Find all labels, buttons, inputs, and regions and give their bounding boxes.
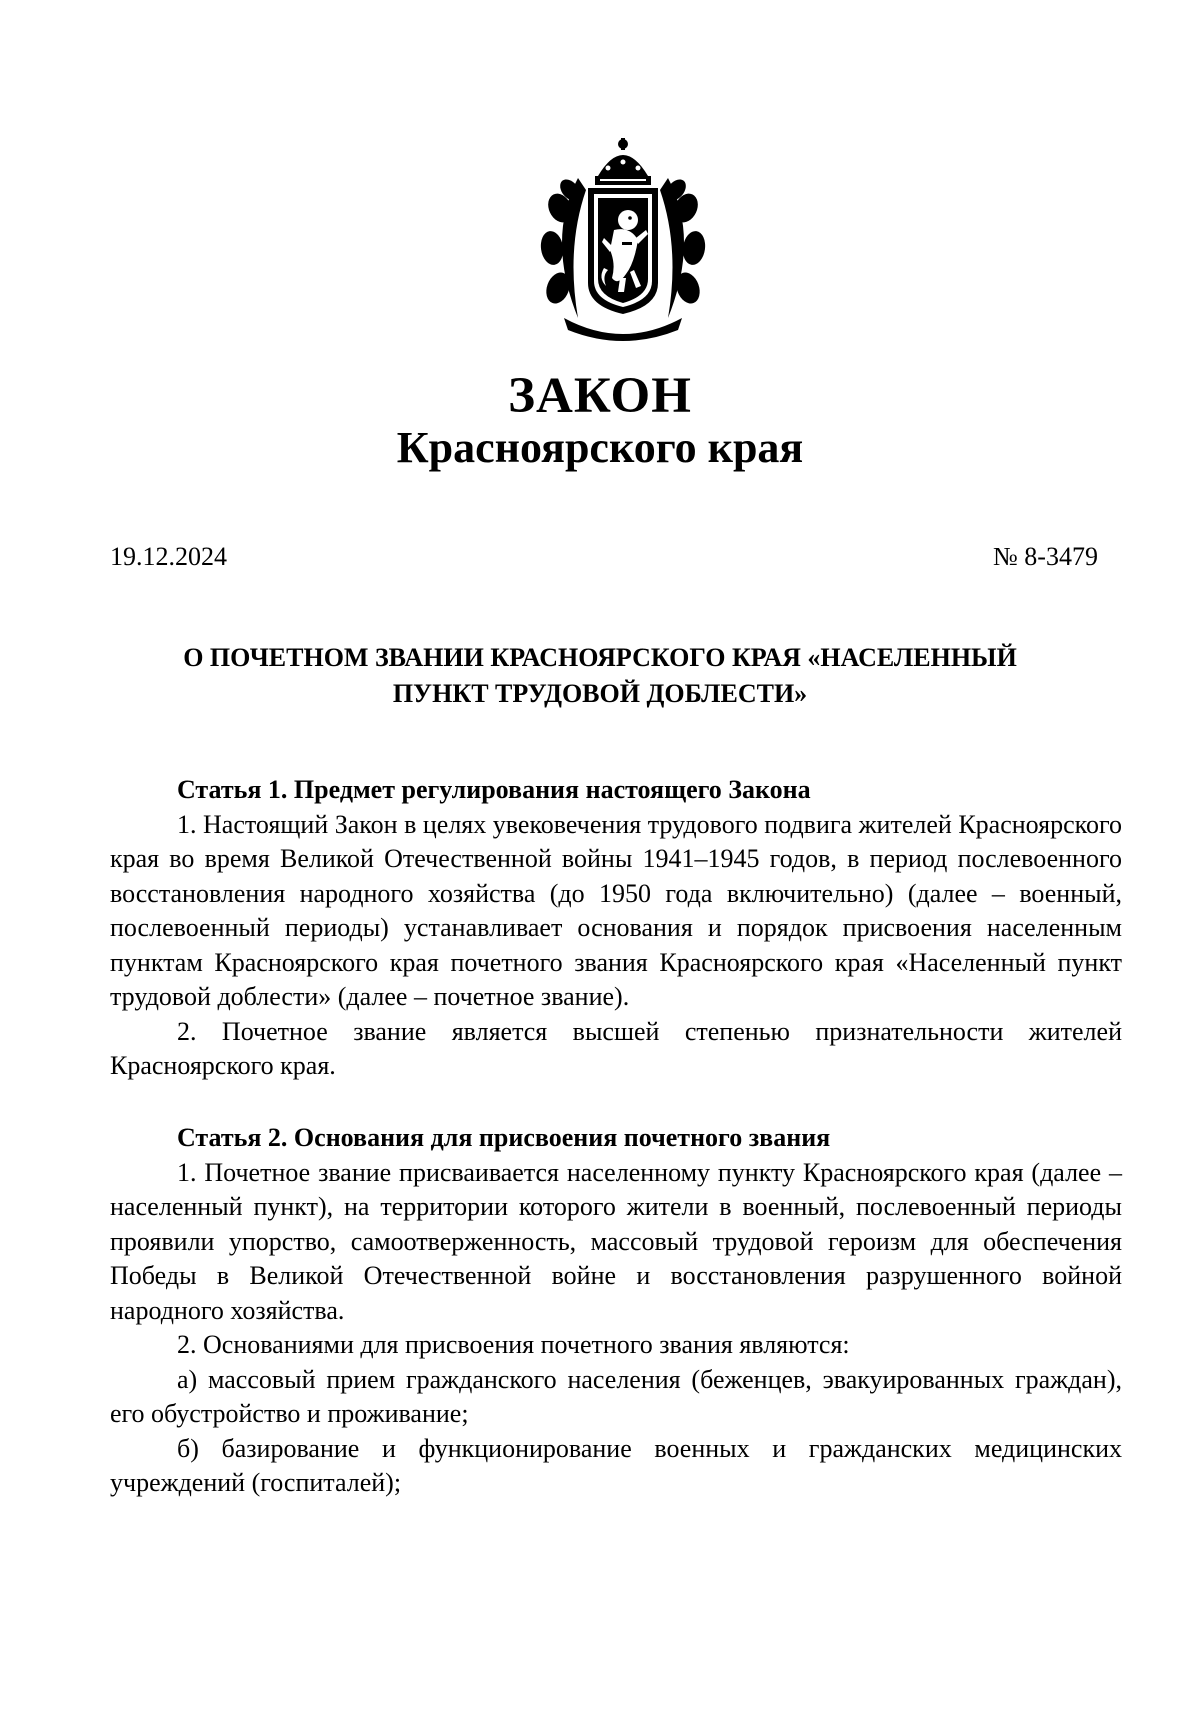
document-issuer-subtitle: Красноярского края [396,423,804,472]
article-heading: Статья 2. Основания для присвоения почетного звания [177,1123,831,1152]
article-paragraph: а) массовый прием гражданского населения (беженцев, эвакуированных граждан), его обустройство и проживание; [110,1364,1122,1428]
coat-of-arms-icon [538,138,708,348]
document-date: 19.12.2024 [110,542,227,571]
article-paragraph: б) базирование и функционирование военных и гражданских медицинских учреждений (госпиталей); [110,1433,1122,1497]
article-paragraph: 2. Почетное звание является высшей степенью признательности жителей Красноярского края. [110,1016,1122,1080]
law-title-line: О ПОЧЕТНОМ ЗВАНИИ КРАСНОЯРСКОГО КРАЯ «НАСЕЛЕННЫЙ [183,643,1017,672]
article-paragraph: 2. Основаниями для присвоения почетного звания являются: [177,1330,850,1359]
article-2 [110,1121,1122,1501]
article-paragraph: 1. Настоящий Закон в целях увековечения трудового подвига жителей Красноярского края во время Великой Отечественной войны 1941–1945 годов, в период послевоенного восстановления народного хозяйства (до 1950 года включительно) (далее – военный, послевоенный периоды) устанавливает основания и порядок присвоения населенным пунктам Красноярского края почетного звания Красноярского края «Населенный пункт трудовой доблести» (далее – почетное звание). [110,809,1122,1011]
document-number: № 8-3479 [993,542,1098,571]
article-paragraph: 1. Почетное звание присваивается населенному пункту Красноярского края (далее – населенный пункт), на территории которого жители в военный, послевоенный периоды проявили упорство, самоотверженность, массовый трудовой героизм для обеспечения Победы в Великой Отечественной войне и восстановления разрушенного войной народного хозяйства. [110,1157,1122,1325]
article-heading: Статья 1. Предмет регулирования настоящего Закона [177,775,811,804]
law-title [130,640,1070,712]
document-type-title: ЗАКОН [508,368,692,424]
law-title-line: ПУНКТ ТРУДОВОЙ ДОБЛЕСТИ» [392,679,808,708]
article-1 [110,773,1122,1084]
